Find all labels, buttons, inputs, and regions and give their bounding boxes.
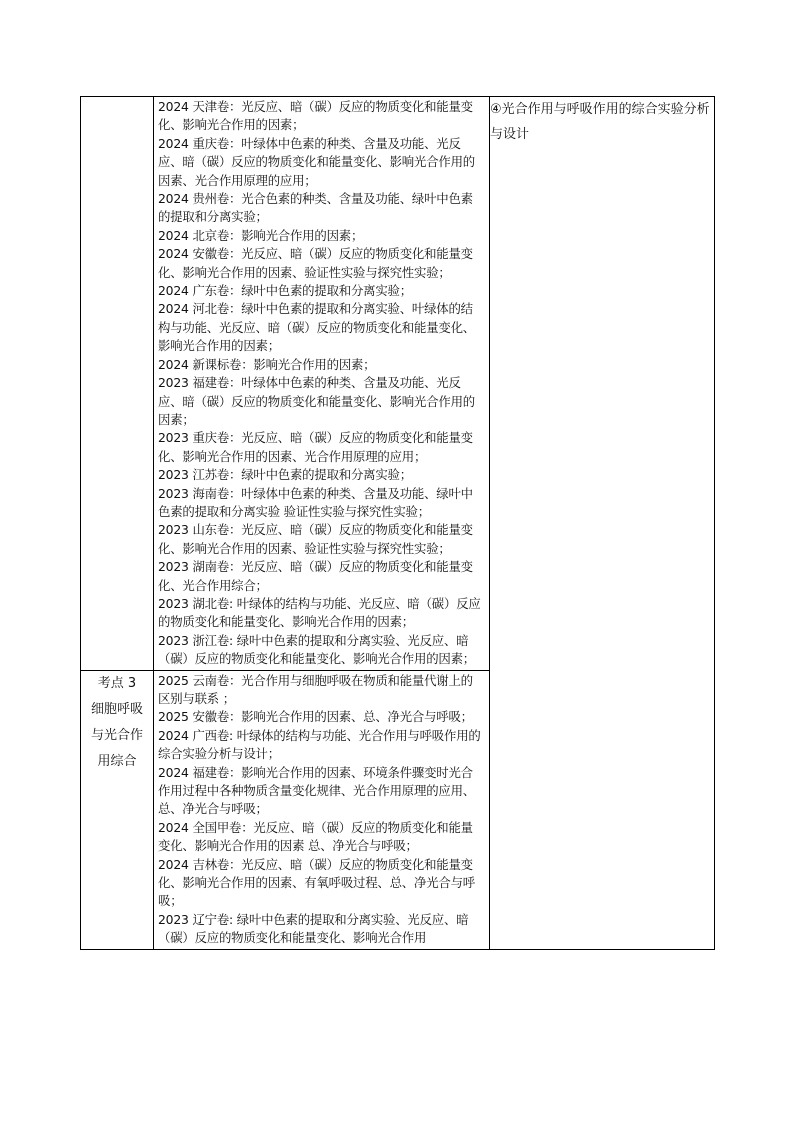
topic-label-line: 考点 3 <box>97 675 137 691</box>
exam-entry: 2024 贵州卷：光合色素的种类、含量及功能、绿叶中色素的提取和分离实验； <box>158 191 473 225</box>
topic-label-line: 与光合作 <box>90 727 143 743</box>
exam-entry-list <box>154 97 489 670</box>
exam-entry: 2024 重庆卷：叶绿体中色素的种类、含量及功能、光反应、暗（碳）反应的物质变化和能量变化、影响光合作用的因素、光合作用原理的应用； <box>158 135 475 188</box>
exam-entry: 2024 吉林卷：光反应、暗（碳）反应的物质变化和能量变化、影响光合作用的因素、有氧呼吸过程、总、净光合与呼吸； <box>158 856 475 909</box>
topic-label-line: 细胞呼吸 <box>90 701 143 717</box>
exam-entry: 2024 福建卷：影响光合作用的因素、环境条件骤变时光合作用过程中各种物质含量变化规律、光合作用原理的应用、总、净光合与呼吸； <box>158 764 475 817</box>
exam-entry: 2024 广东卷：绿叶中色素的提取和分离实验； <box>158 283 412 299</box>
exam-entries-cell <box>154 670 490 949</box>
syllabus-table <box>80 96 715 950</box>
objective-text: ④光合作用与呼吸作用的综合实验分析与设计 <box>490 102 710 142</box>
exam-entry: 2023 江苏卷：绿叶中色素的提取和分离实验； <box>158 467 412 483</box>
topic-cell <box>81 670 154 949</box>
exam-entry: 2024 安徽卷：光反应、暗（碳）反应的物质变化和能量变化、影响光合作用的因素、验证性实验与探究性实验； <box>158 246 473 280</box>
exam-entry: 2024 北京卷：影响光合作用的因素； <box>158 227 364 243</box>
exam-entry: 2024 广西卷: 叶绿体的结构与功能、光合作用与呼吸作用的综合实验分析与设计； <box>158 727 481 762</box>
exam-entry: 2024 河北卷：绿叶中色素的提取和分离实验、叶绿体的结构与功能、光反应、暗（碳）反应的物质变化和能量变化、影响光合作用的因素； <box>158 301 475 354</box>
exam-entry: 2024 全国甲卷：光反应、暗（碳）反应的物质变化和能量变化、影响光合作用的因素 总、净光合与呼吸； <box>158 819 473 854</box>
exam-entry: 2023 湖南卷：光反应、暗（碳）反应的物质变化和能量变化、光合作用综合； <box>158 559 473 593</box>
exam-entry: 2023 重庆卷：光反应、暗（碳）反应的物质变化和能量变化、影响光合作用的因素、光合作用原理的应用； <box>158 430 473 464</box>
exam-entry: 2024 天津卷：光反应、暗（碳）反应的物质变化和能量变化、影响光合作用的因素； <box>158 99 473 133</box>
exam-entry: 2023 海南卷：叶绿体中色素的种类、含量及功能、绿叶中色素的提取和分离实验 验证性实验与探究性实验； <box>158 485 473 519</box>
exam-entry: 2023 湖北卷: 叶绿体的结构与功能、光反应、暗（碳）反应的物质变化和能量变化、影响光合作用的因素； <box>158 595 481 630</box>
table-row <box>81 97 715 671</box>
exam-entry-list <box>154 671 489 949</box>
exam-entry: 2023 浙江卷: 绿叶中色素的提取和分离实验、光反应、暗（碳）反应的物质变化和能量变化、影响光合作用的因素； <box>158 632 475 667</box>
exam-entry: 2025 安徽卷：影响光合作用的因素、总、净光合与呼吸； <box>158 709 473 725</box>
exam-entry: 2023 辽宁卷: 绿叶中色素的提取和分离实验、光反应、暗（碳）反应的物质变化和能量变化、影响光合作用 <box>158 911 469 946</box>
exam-entry: 2025 云南卷：光合作用与细胞呼吸在物质和能量代谢上的区别与联系 ； <box>158 672 473 706</box>
topic-cell-empty <box>81 97 154 671</box>
exam-entries-cell <box>154 97 490 671</box>
exam-entry: 2023 福建卷：叶绿体中色素的种类、含量及功能、光反应、暗（碳）反应的物质变化和能量变化、影响光合作用的因素； <box>158 375 475 427</box>
objective-cell <box>490 97 715 950</box>
topic-label-line: 用综合 <box>97 753 137 769</box>
exam-entry: 2023 山东卷：光反应、暗（碳）反应的物质变化和能量变化、影响光合作用的因素、验证性实验与探究性实验； <box>158 522 473 556</box>
exam-entry: 2024 新课标卷：影响光合作用的因素； <box>158 356 376 372</box>
